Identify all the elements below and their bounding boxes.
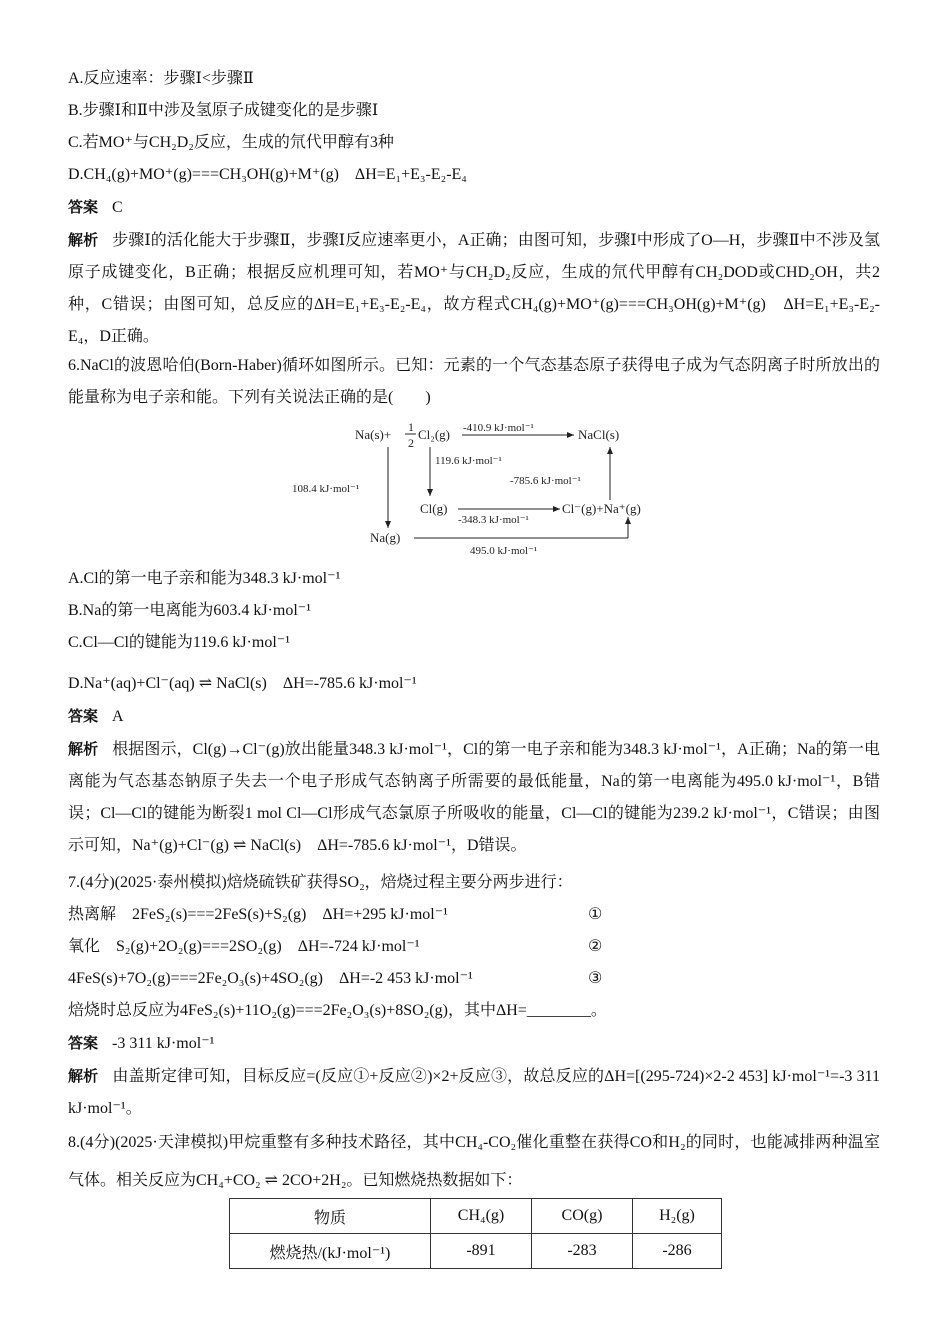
equation-text: 4FeS(s)+7O₂(g)===2Fe₂O₃(s)+4SO₂(g) ΔH=-2 453 kJ·mol⁻¹: [68, 970, 473, 987]
answer-label: 答案: [68, 198, 99, 216]
analysis-label: 解析: [68, 1067, 99, 1085]
table-cell: -283: [532, 1234, 633, 1269]
answer-label: 答案: [68, 707, 99, 725]
analysis-text: 根据图示，Cl(g)→Cl⁻(g)放出能量348.3 kJ·mol⁻¹，Cl的第一电子亲和能为348.3 kJ·mol⁻¹，A正确；Na的第一电离能为气态基态钠原子失去一个电子形成气态钠离子所需要的最低能量，Na的第一电离能为495.0 kJ·mol⁻¹，B错误；Cl—Cl的键能为断裂1 mol Cl—Cl形成气态氯原子所吸收的能量，Cl—Cl的键能为239.2 kJ·mol⁻¹，C错误；由图示可知，Na⁺(g)+Cl⁻(g) ⇌ NaCl(s) ΔH=-785.6 kJ·mol⁻¹，D错误。: [68, 741, 880, 854]
answer-value: -3 311 kJ·mol⁻¹: [112, 1035, 215, 1052]
table-header-cell: CH₄(g): [431, 1199, 532, 1234]
table-cell: -286: [633, 1234, 722, 1269]
answer-label: 答案: [68, 1034, 99, 1052]
table-header-cell: CO(g): [532, 1199, 633, 1234]
equation-number: ③: [588, 970, 603, 987]
equation-text: 热离解 2FeS₂(s)===2FeS(s)+S₂(g) ΔH=+295 kJ·mol⁻¹: [68, 906, 448, 923]
q7-equation-1: [68, 904, 880, 926]
q5-option-d: D.CH₄(g)+MO⁺(g)===CH₃OH(g)+M⁺(g) ΔH=E₁+E₃-E₂-E₄: [68, 166, 467, 183]
combustion-heat-table: [229, 1198, 722, 1269]
table-row: [230, 1234, 722, 1269]
q7-equation-2: [68, 936, 880, 958]
answer-value: C: [112, 199, 123, 216]
q7-analysis: [68, 1060, 880, 1125]
q5-analysis: [68, 224, 880, 353]
q6-answer: [68, 705, 124, 728]
q5-option-b: B.步骤Ⅰ和Ⅱ中涉及氢原子成键变化的是步骤Ⅰ: [68, 102, 379, 119]
table-header-row: [230, 1199, 722, 1234]
q7-stem: 7.(4分)(2025·泰州模拟)焙烧硫铁矿获得SO₂，焙烧过程主要分两步进行：: [68, 874, 573, 891]
analysis-text: 步骤Ⅰ的活化能大于步骤Ⅱ，步骤Ⅰ反应速率更小，A正确；由图可知，步骤Ⅰ中形成了O—H，步骤Ⅱ中不涉及氢原子成键变化，B正确；根据反应机理可知，若MO⁺与CH₂D₂反应，生成的氘代甲醇有CH₂DOD或CHD₂OH，共2种，C错误；由图可知，总反应的ΔH=E₁+E₃-E₂-E₄，故方程式CH₄(g)+MO⁺(g)===CH₃OH(g)+M⁺(g) ΔH=E₁+E₃-E₂-E₄，D正确。: [68, 232, 880, 345]
energy-right: -785.6 kJ·mol⁻¹: [510, 475, 581, 487]
q5-option-a: A.反应速率：步骤Ⅰ<步骤Ⅱ: [68, 70, 254, 87]
answer-value: A: [112, 708, 124, 725]
energy-top: -410.9 kJ·mol⁻¹: [463, 422, 534, 434]
equation-text: 氧化 S₂(g)+2O₂(g)===2SO₂(g) ΔH=-724 kJ·mol⁻¹: [68, 938, 420, 955]
q6-option-a: A.Cl的第一电子亲和能为348.3 kJ·mol⁻¹: [68, 570, 341, 587]
q6-option-d: D.Na⁺(aq)+Cl⁻(aq) ⇌ NaCl(s) ΔH=-785.6 kJ·mol⁻¹: [68, 675, 417, 692]
q7-question: 焙烧时总反应为4FeS₂(s)+11O₂(g)===2Fe₂O₃(s)+8SO₂(g)，其中ΔH=________。: [68, 1002, 607, 1019]
q6-analysis: [68, 733, 880, 862]
energy-cl-bar: -348.3 kJ·mol⁻¹: [458, 514, 529, 526]
analysis-text: 由盖斯定律可知，目标反应=(反应①+反应②)×2+反应③，故总反应的ΔH=[(295-724)×2-2 453] kJ·mol⁻¹=-3 311 kJ·mol⁻¹。: [68, 1068, 880, 1117]
equation-number: ②: [588, 938, 603, 955]
table-cell: -891: [431, 1234, 532, 1269]
q7-equation-3: [68, 968, 880, 990]
na-g-label: Na(g): [370, 530, 401, 545]
half-numerator: 1: [408, 420, 414, 434]
q8-stem: 8.(4分)(2025·天津模拟)甲烷重整有多种技术路径，其中CH₄-CO₂催化重整在获得CO和H₂的同时，也能减排两种温室气体。相关反应为CH₄+CO₂ ⇌ 2CO+2H₂。已知燃烧热数据如下：: [68, 1134, 880, 1189]
q6-option-c: C.Cl—Cl的键能为119.6 kJ·mol⁻¹: [68, 634, 291, 651]
table-header-cell: H₂(g): [633, 1199, 722, 1234]
q6-option-b: B.Na的第一电离能为603.4 kJ·mol⁻¹: [68, 602, 312, 619]
analysis-label: 解析: [68, 231, 99, 249]
q5-answer: [68, 196, 123, 219]
ions-label: Cl⁻(g)+Na⁺(g): [562, 501, 641, 516]
energy-mid: 119.6 kJ·mol⁻¹: [435, 455, 502, 467]
cl-g-label: Cl(g): [420, 501, 448, 516]
q6-stem: 6.NaCl的波恩哈伯(Born-Haber)循环如图所示。已知：元素的一个气态基态原子获得电子成为气态阴离子时所放出的能量称为电子亲和能。下列有关说法正确的是( ): [68, 357, 880, 406]
q5-option-c: C.若MO⁺与CH₂D₂反应，生成的氘代甲醇有3种: [68, 134, 394, 151]
born-haber-diagram: [280, 412, 680, 562]
q7-answer: [68, 1032, 214, 1055]
equation-number: ①: [588, 906, 603, 923]
na-s-label: Na(s)+: [355, 427, 392, 442]
half-denominator: 2: [408, 436, 414, 450]
energy-bottom: 495.0 kJ·mol⁻¹: [470, 545, 538, 557]
energy-left: 108.4 kJ·mol⁻¹: [292, 483, 360, 495]
table-row-label: 燃烧热/(kJ·mol⁻¹): [230, 1234, 431, 1269]
cl2-g-label: Cl₂(g): [418, 427, 450, 442]
analysis-label: 解析: [68, 740, 99, 758]
table-header-cell: 物质: [230, 1199, 431, 1234]
nacl-s-label: NaCl(s): [578, 427, 620, 442]
